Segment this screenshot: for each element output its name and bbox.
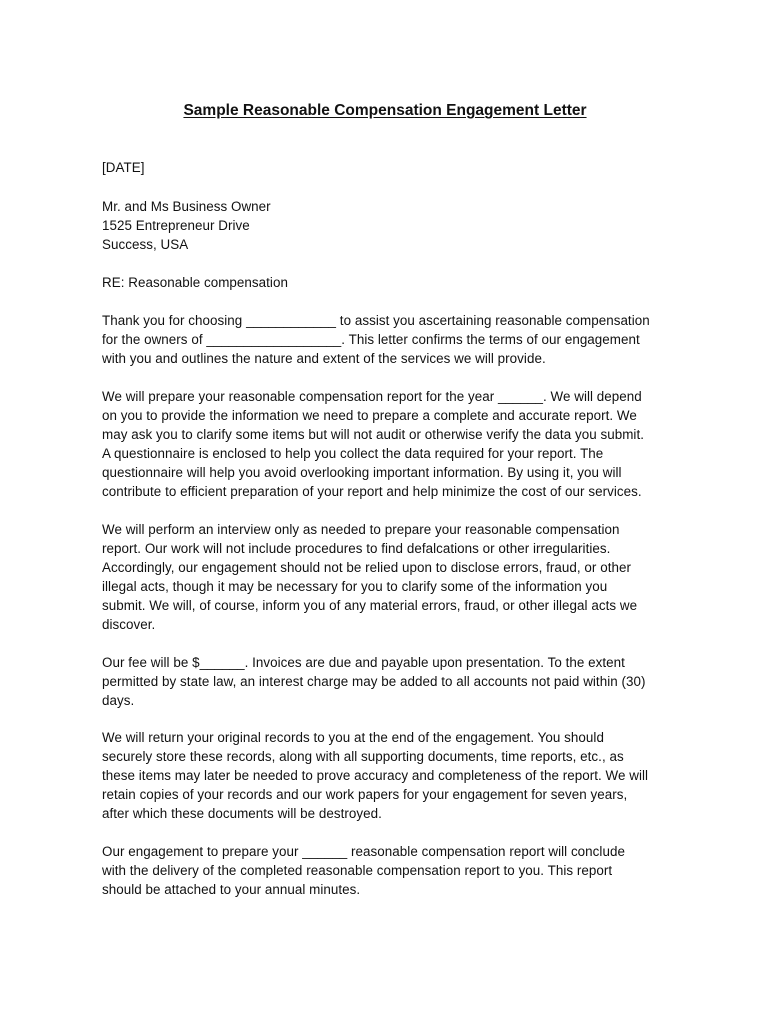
paragraph-line: We will prepare your reasonable compensation report for the year ______. We will depend — [102, 389, 642, 404]
date-line — [102, 158, 682, 177]
paragraph-line: securely store these records, along with all supporting documents, time reports, etc., as — [102, 749, 624, 764]
addressee-city: Success, USA — [102, 237, 189, 252]
paragraph-line: A questionnaire is enclosed to help you collect the data required for your report. The — [102, 446, 604, 461]
date-text: [DATE] — [102, 160, 145, 175]
addressee-block — [102, 197, 682, 254]
paragraph-line: illegal acts, though it may be necessary for you to clarify some of the information you — [102, 579, 608, 594]
paragraph-intro — [102, 311, 682, 368]
paragraph-line: may ask you to clarify some items but will not audit or otherwise verify the data you submit. — [102, 427, 644, 442]
paragraph-line: submit. We will, of course, inform you of any material errors, fraud, or other illegal acts we — [102, 598, 638, 613]
re-text: RE: Reasonable compensation — [102, 275, 288, 290]
paragraph-line: Our engagement to prepare your ______ reasonable compensation report will conclude — [102, 844, 625, 859]
paragraph-line: permitted by state law, an interest charge may be added to all accounts not paid within (30) — [102, 674, 646, 689]
paragraph-line: retain copies of your records and our work papers for your engagement for seven years, — [102, 787, 628, 802]
paragraph-line: We will return your original records to you at the end of the engagement. You should — [102, 730, 604, 745]
paragraph-line: Thank you for choosing ____________ to assist you ascertaining reasonable compensation — [102, 313, 650, 328]
paragraph-line: after which these documents will be destroyed. — [102, 806, 382, 821]
paragraph-conclusion — [102, 842, 682, 899]
addressee-name: Mr. and Ms Business Owner — [102, 199, 271, 214]
paragraph-line: We will perform an interview only as needed to prepare your reasonable compensation — [102, 522, 620, 537]
paragraph-line: Accordingly, our engagement should not be relied upon to disclose errors, fraud, or other — [102, 560, 631, 575]
paragraph-line: with the delivery of the completed reasonable compensation report to you. This report — [102, 863, 613, 878]
paragraph-line: Our fee will be $______. Invoices are due and payable upon presentation. To the extent — [102, 655, 625, 670]
paragraph-records — [102, 728, 682, 823]
paragraph-line: with you and outlines the nature and extent of the services we will provide. — [102, 351, 546, 366]
paragraph-line: discover. — [102, 617, 156, 632]
paragraph-line: days. — [102, 693, 135, 708]
paragraph-line: report. Our work will not include procedures to find defalcations or other irregularities. — [102, 541, 611, 556]
letter-title: Sample Reasonable Compensation Engagement Letter — [183, 102, 587, 119]
addressee-street: 1525 Entrepreneur Drive — [102, 218, 250, 233]
paragraph-fee — [102, 653, 682, 710]
paragraph-line: these items may later be needed to prove accuracy and completeness of the report. We will — [102, 768, 649, 783]
paragraph-line: questionnaire will help you avoid overlooking important information. By using it, you will — [102, 465, 622, 480]
paragraph-line: should be attached to your annual minutes. — [102, 882, 361, 897]
paragraph-line: contribute to efficient preparation of your report and help minimize the cost of our services. — [102, 484, 642, 499]
paragraph-line: for the owners of __________________. This letter confirms the terms of our engagement — [102, 332, 640, 347]
re-line — [102, 273, 682, 292]
paragraph-report — [102, 387, 682, 501]
paragraph-line: on you to provide the information we need to prepare a complete and accurate report. We — [102, 408, 637, 423]
paragraph-interview — [102, 520, 682, 634]
